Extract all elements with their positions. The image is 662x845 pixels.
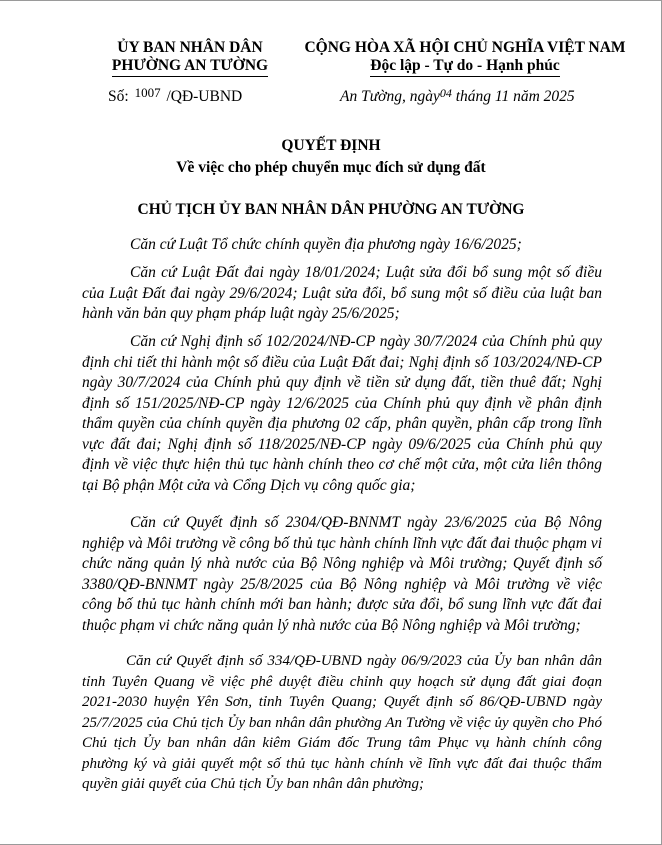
date-suffix: tháng 11 năm 2025 <box>455 88 575 105</box>
agency-line-2: PHƯỜNG AN TƯỜNG <box>112 57 268 77</box>
document-title: QUYẾT ĐỊNH <box>281 137 381 154</box>
number-prefix: Số: <box>108 88 129 105</box>
national-header <box>300 39 630 77</box>
date-day: 04 <box>439 86 452 100</box>
date-prefix: An Tường, ngày <box>340 88 440 105</box>
legal-basis-paragraph: Căn cứ Luật Tổ chức chính quyền địa phương ngày 16/6/2025; <box>130 236 522 253</box>
legal-basis-paragraph: Căn cứ Quyết định số 2304/QĐ-BNNMT ngày 23/6/2025 của Bộ Nông nghiệp và Môi trường về công bố thủ tục hành chính lĩnh vực đất đai thuộc phạm vi chức năng quản lý nhà nước của Bộ Nông nghiệp và Môi trường; Quyết định số 3380/QĐ-BNNMT ngày 25/8/2025 của Bộ Nông nghiệp và Môi trường về việc công bố thủ tục hành chính mới ban hành; được sửa đổi, bổ sung lĩnh vực đất đai thuộc phạm vi chức năng quản lý nhà nước của Bộ Nông nghiệp và Môi trường; <box>82 514 602 634</box>
signer-title: CHỦ TỊCH ỦY BAN NHÂN DÂN PHƯỜNG AN TƯỜNG <box>137 201 525 218</box>
country-name: CỘNG HÒA XÃ HỘI CHỦ NGHĨA VIỆT NAM <box>304 39 626 56</box>
legal-basis-paragraph: Căn cứ Quyết định số 334/QĐ-UBND ngày 06/9/2023 của Ủy ban nhân dân tỉnh Tuyên Quang về việc phê duyệt điều chỉnh quy hoạch sử dụng đất giai đoạn 2021-2030 huyện Yên Sơn, tỉnh Tuyên Quang; Quyết định số 86/QĐ-UBND ngày 25/7/2025 của Chủ tịch Ủy ban nhân dân phường An Tường về việc ủy quyền cho Phó Chủ tịch Ủy ban nhân dân kiêm Giám đốc Trung tâm Phục vụ hành chính công phường ký và giải quyết một số thủ tục hành chính về lĩnh vực đất đai thuộc thẩm quyền giải quyết của Chủ tịch Ủy ban nhân dân phường; <box>82 653 602 792</box>
legal-basis-paragraph: Căn cứ Luật Đất đai ngày 18/01/2024; Luật sửa đổi bổ sung một số điều của Luật Đất đai ngày 29/6/2024; Luật sửa đổi, bổ sung một số điều của luật ban hành văn bản quy phạm pháp luật ngày 25/6/2025; <box>82 264 602 322</box>
document-subtitle: Về việc cho phép chuyển mục đích sử dụng đất <box>176 159 486 176</box>
issue-date <box>340 88 575 106</box>
number-value: 1007 <box>134 85 161 100</box>
document-number <box>108 85 243 106</box>
national-motto: Độc lập - Tự do - Hạnh phúc <box>370 57 559 77</box>
number-suffix: /QĐ-UBND <box>166 88 243 105</box>
issuing-agency <box>90 39 290 77</box>
agency-line-1: ỦY BAN NHÂN DÂN <box>117 39 263 56</box>
legal-basis-paragraph: Căn cứ Nghị định số 102/2024/NĐ-CP ngày 30/7/2024 của Chính phủ quy định chi tiết thi hành một số điều của Luật Đất đai; Nghị định số 103/2024/NĐ-CP ngày 30/7/2024 của Chính phủ quy định về tiền sử dụng đất, tiền thuê đất; Nghị định số 151/2025/NĐ-CP ngày 12/6/2025 của Chính phủ quy định về phân định thẩm quyền của chính quyền địa phương 02 cấp, phân quyền, phân cấp trong lĩnh vực đất đai; Nghị định số 118/2025/NĐ-CP ngày 09/6/2025 của Chính phủ quy định về việc thực hiện thủ tục hành chính theo cơ chế một cửa, một cửa liên thông tại Bộ phận Một cửa và Cổng Dịch vụ công quốc gia; <box>82 333 602 494</box>
